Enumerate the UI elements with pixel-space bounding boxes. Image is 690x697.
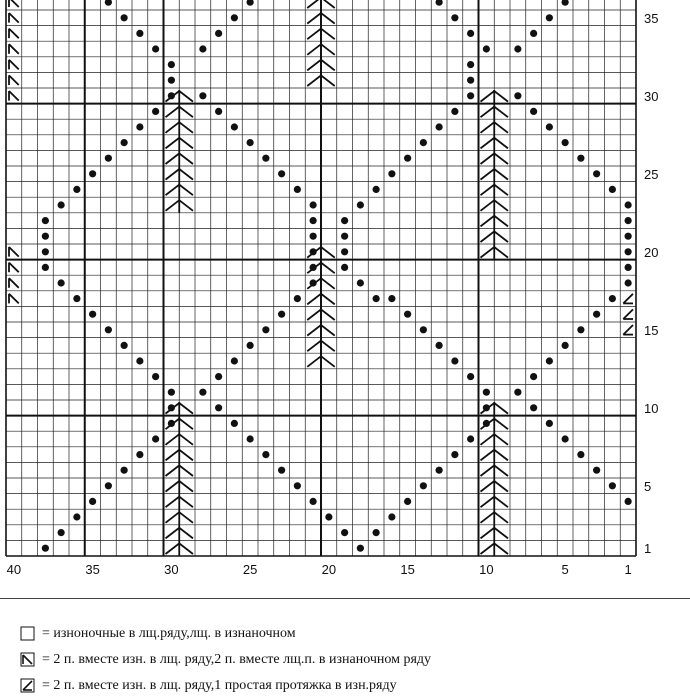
purl-dot [136, 451, 143, 458]
purl-dot [105, 155, 112, 162]
purl-dot [388, 170, 395, 177]
purl-dot [388, 513, 395, 520]
purl-dot [404, 498, 411, 505]
purl-dot [247, 342, 254, 349]
purl-dot [530, 404, 537, 411]
purl-dot [278, 311, 285, 318]
purl-dot [451, 108, 458, 115]
left-decrease-mark [9, 294, 19, 304]
purl-dot [546, 123, 553, 130]
purl-dot [562, 139, 569, 146]
purl-dot [247, 0, 254, 6]
column-axis-label: 1 [624, 562, 632, 577]
purl-dot [546, 420, 553, 427]
row-axis-label: 15 [644, 322, 659, 338]
purl-dot [58, 279, 65, 286]
legend [0, 598, 690, 691]
purl-dot [105, 326, 112, 333]
purl-dot [152, 373, 159, 380]
purl-dot [373, 186, 380, 193]
empty-cell-icon [20, 626, 36, 642]
purl-dot [577, 155, 584, 162]
purl-dot [73, 513, 80, 520]
purl-dot [168, 77, 175, 84]
purl-dot [247, 139, 254, 146]
purl-dot [341, 233, 348, 240]
purl-dot [451, 357, 458, 364]
legend-text-purl: = изноночные в лщ.ряду,лщ. в изнаночном [42, 626, 296, 641]
purl-dot [420, 326, 427, 333]
purl-dot [341, 264, 348, 271]
purl-dot [404, 311, 411, 318]
right-decrease-icon [20, 678, 36, 694]
legend-item-left-decrease [20, 649, 431, 671]
purl-dot [294, 186, 301, 193]
purl-dot [58, 201, 65, 208]
purl-dot [357, 545, 364, 552]
purl-dot [451, 451, 458, 458]
purl-dot [609, 295, 616, 302]
row-axis-label: 25 [644, 166, 659, 182]
left-decrease-mark [9, 247, 19, 257]
left-decrease-icon [20, 652, 36, 668]
purl-dot [341, 217, 348, 224]
purl-dot [577, 326, 584, 333]
purl-dot [121, 467, 128, 474]
purl-dot [136, 123, 143, 130]
purl-dot [121, 342, 128, 349]
purl-dot [373, 529, 380, 536]
purl-dot [262, 451, 269, 458]
purl-dot [483, 389, 490, 396]
row-axis-label: 10 [644, 400, 659, 416]
purl-dot [483, 45, 490, 52]
purl-dot [168, 61, 175, 68]
purl-dot [625, 498, 632, 505]
purl-dot [609, 186, 616, 193]
purl-dot [199, 92, 206, 99]
purl-dot [231, 357, 238, 364]
purl-dot [215, 108, 222, 115]
purl-dot [514, 92, 521, 99]
purl-dot [404, 155, 411, 162]
purl-dot [89, 498, 96, 505]
purl-dot [467, 30, 474, 37]
purl-dot [467, 61, 474, 68]
purl-dot [105, 0, 112, 6]
purl-dot [294, 482, 301, 489]
purl-dot [436, 0, 443, 6]
column-axis-label: 25 [242, 562, 258, 577]
purl-dot [58, 529, 65, 536]
purl-dot [530, 373, 537, 380]
purl-dot [577, 451, 584, 458]
purl-dot [357, 201, 364, 208]
purl-dot [562, 0, 569, 6]
purl-dot [310, 201, 317, 208]
purl-dot [310, 217, 317, 224]
purl-dot [373, 295, 380, 302]
purl-dot [546, 357, 553, 364]
purl-dot [467, 77, 474, 84]
purl-dot [152, 45, 159, 52]
purl-dot [168, 389, 175, 396]
purl-dot [215, 404, 222, 411]
column-axis-label: 35 [85, 562, 100, 577]
right-decrease-mark [623, 325, 633, 335]
purl-dot [136, 30, 143, 37]
purl-dot [436, 123, 443, 130]
purl-dot [310, 233, 317, 240]
purl-dot [562, 435, 569, 442]
column-axis-label: 40 [6, 562, 22, 577]
purl-dot [625, 279, 632, 286]
column-axis-label: 10 [479, 562, 494, 577]
purl-dot [42, 545, 49, 552]
purl-dot [451, 14, 458, 21]
purl-dot [514, 45, 521, 52]
left-decrease-mark [9, 263, 19, 273]
column-axis-label: 30 [164, 562, 179, 577]
purl-dot [593, 170, 600, 177]
purl-dot [593, 311, 600, 318]
left-decrease-mark [9, 44, 19, 54]
row-axis-label: 5 [644, 478, 652, 494]
purl-dot [436, 342, 443, 349]
left-decrease-mark [9, 29, 19, 39]
row-axis-label: 20 [644, 244, 659, 260]
purl-dot [278, 467, 285, 474]
purl-dot [420, 139, 427, 146]
purl-dot [609, 482, 616, 489]
purl-dot [105, 482, 112, 489]
purl-dot [215, 373, 222, 380]
purl-dot [42, 264, 49, 271]
purl-dot [325, 513, 332, 520]
row-axis-label: 30 [644, 88, 659, 104]
purl-dot [278, 170, 285, 177]
purl-dot [231, 123, 238, 130]
left-decrease-mark [9, 0, 19, 7]
purl-dot [467, 435, 474, 442]
column-axis-label: 20 [321, 562, 337, 577]
purl-dot [199, 389, 206, 396]
purl-dot [625, 264, 632, 271]
purl-dot [625, 248, 632, 255]
column-axis-label: 15 [400, 562, 415, 577]
left-decrease-mark [9, 75, 19, 85]
purl-dot [199, 45, 206, 52]
right-decrease-mark [623, 294, 633, 304]
legend-text-left-decrease: = 2 п. вместе изн. в лщ. ряду,2 п. вместе лщ.п. в изнаночном ряду [42, 652, 432, 667]
left-decrease-mark [9, 278, 19, 288]
purl-dot [152, 108, 159, 115]
purl-dot [310, 498, 317, 505]
left-decrease-mark [9, 13, 19, 23]
purl-dot [262, 155, 269, 162]
purl-dot [593, 467, 600, 474]
purl-dot [467, 373, 474, 380]
purl-dot [136, 357, 143, 364]
purl-dot [294, 295, 301, 302]
left-decrease-mark [9, 60, 19, 70]
purl-dot [42, 248, 49, 255]
purl-dot [357, 279, 364, 286]
purl-dot [530, 30, 537, 37]
purl-dot [262, 326, 269, 333]
purl-dot [514, 389, 521, 396]
purl-dot [89, 311, 96, 318]
purl-dot [420, 482, 427, 489]
purl-dot [231, 14, 238, 21]
purl-dot [625, 233, 632, 240]
purl-dot [215, 30, 222, 37]
purl-dot [530, 108, 537, 115]
purl-dot [341, 529, 348, 536]
legend-text-right-decrease: = 2 п. вместе изн. в лщ. ряду,1 простая протяжка в изн.ряду [42, 678, 397, 693]
purl-dot [546, 14, 553, 21]
purl-dot [42, 217, 49, 224]
column-axis-label: 5 [561, 562, 569, 577]
purl-dot [231, 420, 238, 427]
purl-dot [341, 248, 348, 255]
purl-dot [152, 435, 159, 442]
purl-dot [625, 217, 632, 224]
row-axis-label: 35 [644, 10, 659, 26]
purl-dot [73, 186, 80, 193]
left-decrease-mark [9, 91, 19, 101]
legend-item-right-decrease [20, 675, 397, 697]
purl-dot [73, 295, 80, 302]
purl-dot [467, 92, 474, 99]
purl-dot [388, 295, 395, 302]
purl-dot [42, 233, 49, 240]
purl-dot [89, 170, 96, 177]
purl-dot [247, 435, 254, 442]
purl-dot [121, 139, 128, 146]
row-axis-label: 1 [644, 541, 652, 557]
purl-dot [562, 342, 569, 349]
right-decrease-mark [623, 309, 633, 319]
purl-dot [436, 467, 443, 474]
purl-dot [625, 201, 632, 208]
purl-dot [121, 14, 128, 21]
legend-item-purl [20, 623, 296, 645]
